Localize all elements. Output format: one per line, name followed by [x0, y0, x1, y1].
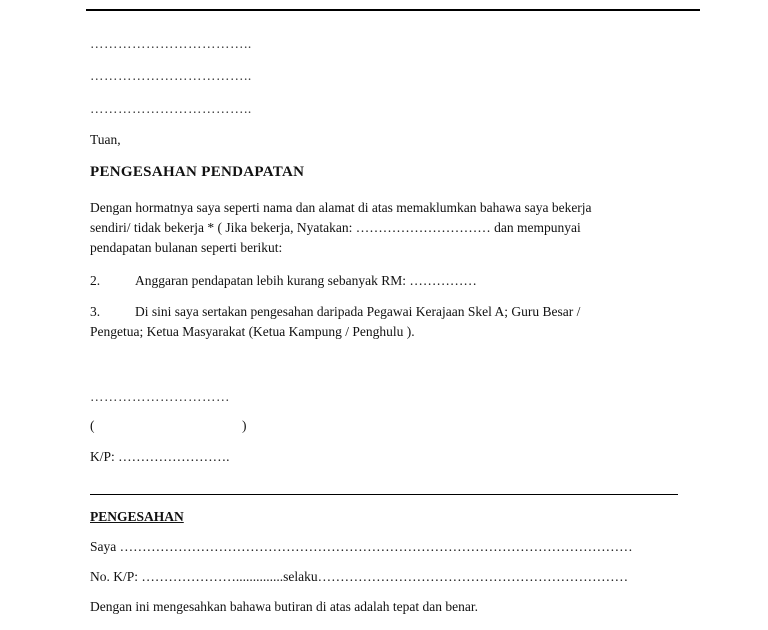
item-3-line-1: Di sini saya sertakan pengesahan daripada Pegawai Kerajaan Skel A; Guru Besar /: [135, 304, 581, 319]
address-line-3: ……………………………..: [90, 101, 252, 116]
pengesahan-statement: Dengan ini mengesahkan bahawa butiran di atas adalah tepat dan benar.: [90, 599, 478, 614]
item-2-text: Anggaran pendapatan lebih kurang sebanyak RM: ……………: [135, 273, 477, 288]
page-title: PENGESAHAN PENDAPATAN: [90, 164, 305, 180]
item-3-number: 3.: [90, 304, 101, 319]
signature-paren-open: (: [90, 418, 95, 433]
pengesahan-saya-line: Saya ……………………………………………………………………………………………………: [90, 539, 633, 554]
salutation: Tuan,: [90, 132, 121, 147]
pengesahan-nokp-line: No. K/P: …………………..............selaku……………………………………………………………: [90, 569, 629, 584]
kp-field: K/P: …………………….: [90, 449, 230, 464]
signature-paren-close: ): [242, 418, 247, 433]
pengesahan-title: PENGESAHAN: [90, 509, 184, 524]
intro-line-1: Dengan hormatnya saya seperti nama dan alamat di atas memaklumkan bahawa saya bekerja: [90, 200, 592, 215]
top-rule: [86, 9, 700, 11]
signature-line: …………………………: [90, 389, 230, 404]
intro-line-2: sendiri/ tidak bekerja * ( Jika bekerja, Nyatakan: ………………………… dan mempunyai: [90, 220, 581, 235]
item-3-line-2: Pengetua; Ketua Masyarakat (Ketua Kampung / Penghulu ).: [90, 324, 415, 339]
section-divider: [90, 494, 678, 495]
intro-line-3: pendapatan bulanan seperti berikut:: [90, 240, 283, 255]
address-line-2: ……………………………..: [90, 68, 252, 83]
item-2-number: 2.: [90, 273, 101, 288]
address-line-1: ……………………………..: [90, 36, 252, 51]
